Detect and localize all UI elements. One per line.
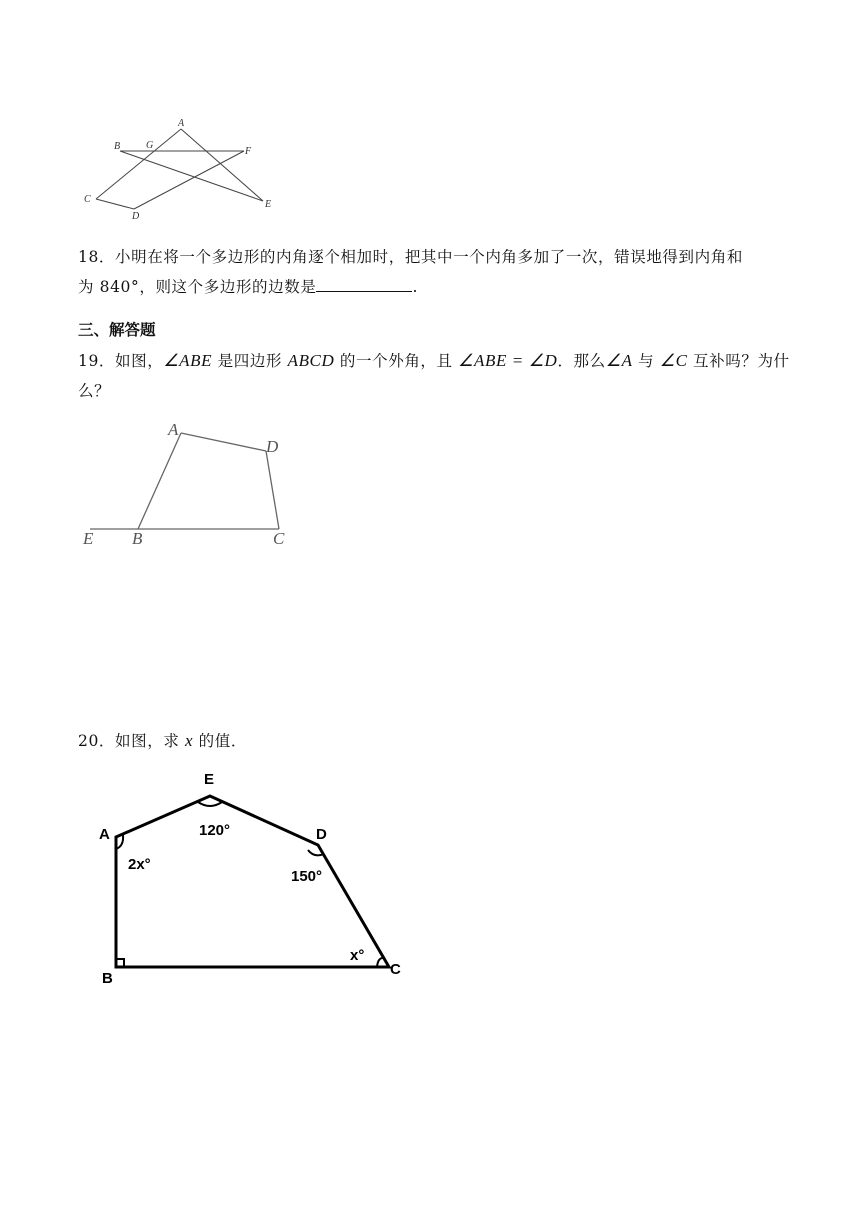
question-18-end: . [412, 278, 418, 296]
q19-equation: ∠ABE = ∠D [458, 351, 558, 370]
q19-quad-name: ABCD [287, 351, 335, 370]
section-heading: 三、解答题 [78, 320, 156, 339]
angle-c-value: x° [350, 947, 365, 964]
angle-d-value: 150° [291, 868, 323, 885]
question-18 [78, 242, 798, 302]
label-A: A [99, 826, 110, 843]
question-19 [78, 346, 798, 406]
label-E: E [83, 529, 94, 548]
question-19-line2: 么？ [78, 382, 111, 400]
question-19-line1 [78, 346, 798, 376]
label-B: B [132, 529, 143, 548]
label-C: C [390, 961, 401, 978]
q20-text-post: 的值． [193, 732, 247, 750]
figure-q20 [90, 760, 420, 990]
q19-angle-abe: ∠ABE [163, 351, 213, 370]
q19-text5: 互补吗？为什 [687, 352, 790, 370]
q19-text3: ．那么 [557, 352, 606, 370]
label-C: C [84, 194, 91, 205]
q19-number: 19．如图， [78, 352, 164, 370]
answer-blank[interactable] [316, 277, 412, 292]
q20-text-pre: 20．如图，求 [78, 732, 185, 750]
label-A: A [178, 118, 185, 129]
label-D: D [132, 211, 140, 222]
label-E: E [204, 771, 215, 788]
label-F: F [245, 146, 252, 157]
label-C: C [273, 529, 285, 548]
q19-text4: 与 [632, 352, 660, 370]
label-B: B [114, 141, 121, 152]
question-18-line2 [78, 272, 798, 302]
figure-q19 [78, 412, 298, 552]
label-D: D [266, 437, 279, 456]
angle-e-value: 120° [199, 822, 231, 839]
label-D: D [316, 826, 327, 843]
angle-a-value: 2x° [128, 856, 151, 873]
label-A: A [168, 420, 179, 439]
q19-angle-c: ∠C [659, 351, 688, 370]
label-E: E [265, 199, 272, 210]
label-B: B [102, 970, 113, 987]
q19-angle-a: ∠A [605, 351, 633, 370]
question-18-line1: 18．小明在将一个多边形的内角逐个相加时，把其中一个内角多加了一次，错误地得到内角和 [78, 248, 743, 266]
q20-variable: x [184, 731, 194, 750]
label-G: G [146, 140, 154, 151]
figure-q17 [80, 112, 290, 224]
question-18-line2-text: 为 840°，则这个多边形的边数是 [78, 278, 317, 296]
q19-text1: 是四边形 [212, 352, 288, 370]
q19-text2: 的一个外角，且 [334, 352, 459, 370]
question-20 [78, 726, 247, 756]
